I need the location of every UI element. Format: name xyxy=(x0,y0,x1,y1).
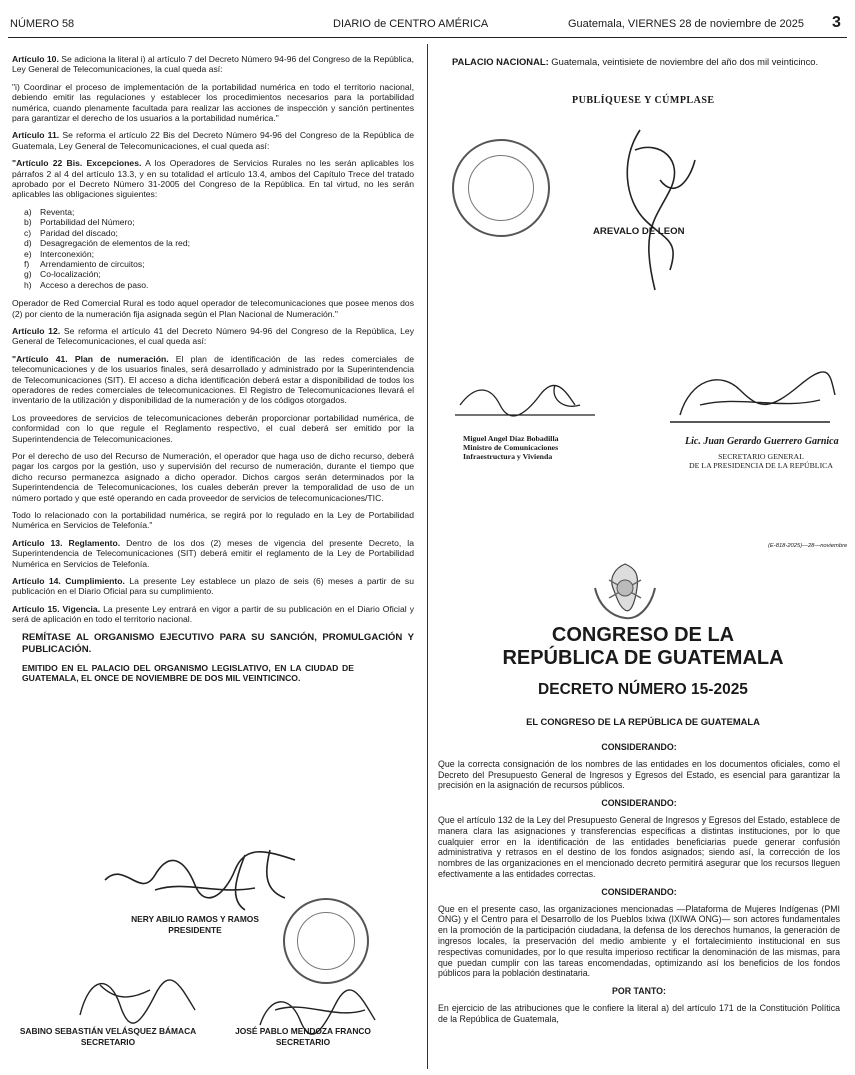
president-role: PRESIDENTE xyxy=(168,925,222,935)
article-12 xyxy=(12,326,414,347)
obligation-letter: e) xyxy=(24,248,32,259)
obligation-letter: b) xyxy=(24,217,32,228)
article-41-quote xyxy=(12,354,414,406)
header-divider xyxy=(8,37,847,38)
obligation-text: Desagregación de elementos de la red; xyxy=(40,238,191,249)
secretary-2-name: JOSÉ PABLO MENDOZA FRANCO xyxy=(235,1026,371,1036)
signature-secretary-general xyxy=(670,360,840,440)
secretary-1-name: SABINO SEBASTIÁN VELÁSQUEZ BÁMACA xyxy=(19,1026,197,1036)
article-14-head: Artículo 14. Cumplimiento. xyxy=(12,576,125,587)
article-12-head: Artículo 12. xyxy=(12,325,61,336)
obligation-text: Portabilidad del Número; xyxy=(40,217,135,228)
obligation-text: Acceso a derechos de paso. xyxy=(40,279,149,290)
minister-role-2: Infraestructura y Vivienda xyxy=(463,452,553,461)
signature-president-arevalo xyxy=(600,120,710,300)
article-22bis-end: Operador de Red Comercial Rural es todo aquel operador de telecomunicaciones que posee menos dos (2) por ciento de la numeración fija asignada según el Plan Nacional de Numeración." xyxy=(12,298,414,319)
signature-president xyxy=(95,840,315,920)
obligation-item xyxy=(24,269,414,279)
signature-secretary-1 xyxy=(60,965,210,1035)
presidency-seal-icon xyxy=(452,139,550,237)
congress-seal-icon xyxy=(283,898,369,984)
article-41-p3: Por el derecho de uso del Recurso de Numeración, el operador que haga uso de dicho recurso, deberá pagar los cargos por la gestión, uso y supervisión del recurso de numeración, durante el tiempo que dicho recurso permanezca asignado a dicho operador. Dichos cargos serán determinados por la Superintendencia de Telecomunicaciones, los cuales deberán prever la temporalidad de uso de un número portado y que esté operando en cada proveedor de servicios de telecomunicaciones/TIC. xyxy=(12,451,414,503)
considerando-3: Que en el presente caso, las organizaciones mencionadas —Plataforma de Mujeres Indígenas (PMI ONG) y el Centro para el Desarrollo de los Pueblos Ixiwa (IXIWA ONG)— son actores fundamentales en la promoción de la participación ciudadana, la defensa de los derechos humanos, la generación de ingresos locales, la preservación del medio ambiente y el fortalecimiento institucional en sus respectivas comunidades, por lo que resulta imperioso rectificar la denominación de las mismas, para que puedan cumplir con las tareas encomendadas, optimizando así los beneficios de los fondos públicos para la población destinataria. xyxy=(438,903,840,979)
obligation-letter: c) xyxy=(24,227,32,238)
article-22bis-quote xyxy=(12,158,414,200)
article-10-quote: "i) Coordinar el proceso de implementación de la portabilidad numérica en todo el territorio nacional, debiendo emitir las regulaciones y establecer los procedimientos necesarios para la portabilidad numérica, cuando plenamente facultada para realizar las acciones de inspección y sanción pertinentes para garantizar el derecho de los usuarios a la portabilidad numérica." xyxy=(12,81,414,124)
article-15-head: Artículo 15. Vigencia. xyxy=(12,603,101,614)
coat-of-arms-icon xyxy=(585,558,665,620)
article-41-head: "Artículo 41. Plan de numeración. xyxy=(12,353,169,364)
article-12-text: Se reforma el artículo 41 del Decreto Número 94-96 del Congreso de la República, Ley General de Telecomunicaciones, el cual queda así: xyxy=(12,325,414,347)
palacio-paragraph xyxy=(452,56,842,68)
article-11-head: Artículo 11. xyxy=(12,130,60,141)
obligation-item xyxy=(24,238,414,248)
article-22bis-head: "Artículo 22 Bis. Excepciones. xyxy=(12,158,142,169)
article-41-p2: Los proveedores de servicios de telecomunicaciones deberán proporcionar portabilidad numérica, de conformidad con lo que regule el Reglamento respectivo, el cual deberá ser emitido por la Superintendencia de Telecomunicaciones. xyxy=(12,412,414,444)
sec-general-role-2: DE LA PRESIDENCIA DE LA REPÚBLICA xyxy=(688,461,834,470)
sec-general-role-1: SECRETARIO GENERAL xyxy=(718,452,804,461)
article-11 xyxy=(12,130,414,151)
publication-reference: (E-818-2025)—28—noviembre xyxy=(768,543,848,549)
article-41-text: El plan de identificación de las redes comerciales de telecomunicaciones y de los usuarios finales, será desarrollado y administrado por la Superintendencia de Telecomunicaciones (SIT). El acceso a dicha identificación deberá estar a disponibilidad de todos los operadores de redes comerciales de telecomunicaciones. El Registro de Telecomunicaciones llevará el inventario de la utilización y disponibilidad de la numeración y de los códigos otorgados. xyxy=(12,353,414,406)
obligation-item xyxy=(24,280,414,290)
palacio-head: PALACIO NACIONAL: xyxy=(452,56,549,67)
president-name: NERY ABILIO RAMOS Y RAMOS xyxy=(131,914,259,924)
obligation-letter: h) xyxy=(24,279,32,290)
obligation-item xyxy=(24,217,414,227)
congress-title-line-1: CONGRESO DE LA xyxy=(551,624,735,646)
article-11-text: Se reforma el artículo 22 Bis del Decreto Número 94-96 del Congreso de la República de Guatemala, Ley General de Telecomunicaciones, el cual queda así: xyxy=(12,130,414,151)
article-22bis-text: A los Operadores de Servicios Rurales no les serán aplicables los párrafos 2 al 4 del artículo 13.3, y en su totalidad el artículo 13.4, ambos del Capítulo Trece del tratado aprobado por el Decreto Número 31-2005 del Congreso de la República. En tal virtud, no les serán aplicables las obligaciones siguientes: xyxy=(12,158,414,200)
issue-date: Guatemala, VIERNES 28 de noviembre de 2025 xyxy=(568,18,805,30)
article-14-text: La presente Ley establece un plazo de seis (6) meses a partir de su publicación en el Diario Oficial para su cumplimiento. xyxy=(12,576,414,597)
signature-minister xyxy=(455,375,605,430)
page-number: 3 xyxy=(832,14,841,31)
obligation-text: Arrendamiento de circuitos; xyxy=(40,258,145,269)
considerando-heading-1: CONSIDERANDO: xyxy=(601,742,677,752)
article-15 xyxy=(12,604,414,625)
remitase-text: REMÍTASE AL ORGANISMO EJECUTIVO PARA SU SANCIÓN, PROMULGACIÓN Y PUBLICACIÓN. xyxy=(22,631,414,655)
article-10-head: Artículo 10. xyxy=(12,54,59,64)
considerando-heading-2: CONSIDERANDO: xyxy=(601,798,677,809)
sec-general-block xyxy=(686,452,836,470)
emitido-text: EMITIDO EN EL PALACIO DEL ORGANISMO LEGISLATIVO, EN LA CIUDAD DE GUATEMALA, EL ONCE DE NOVIEMBRE DE DOS MIL VEINTICINCO. xyxy=(22,662,354,684)
considerando-heading-3: CONSIDERANDO: xyxy=(601,886,677,897)
minister-block xyxy=(463,434,559,461)
obligation-item xyxy=(24,249,414,259)
obligation-item xyxy=(24,207,414,217)
newspaper-name: DIARIO de CENTRO AMÉRICA xyxy=(333,18,489,30)
secretary-2-role: SECRETARIO xyxy=(275,1037,331,1047)
obligation-text: Paridad del discado; xyxy=(40,227,118,238)
considerandos xyxy=(438,738,840,1032)
por-tanto-heading: POR TANTO: xyxy=(612,986,666,997)
obligation-text: Co-localización; xyxy=(40,269,101,280)
article-13-head: Artículo 13. Reglamento. xyxy=(12,537,121,548)
obligation-text: Interconexión; xyxy=(40,248,94,259)
congress-title-line-2: REPÚBLICA DE GUATEMALA xyxy=(502,647,784,669)
obligation-letter: f) xyxy=(24,258,30,269)
palacio-text: Guatemala, veintisiete de noviembre del año dos mil veinticinco. xyxy=(548,56,819,67)
decree-number: DECRETO NÚMERO 15-2025 xyxy=(538,681,748,698)
minister-role-1: Ministro de Comunicaciones xyxy=(463,443,559,452)
obligation-item xyxy=(24,259,414,269)
obligations-list xyxy=(24,207,414,290)
article-13 xyxy=(12,538,414,569)
article-41-p4: Todo lo relacionado con la portabilidad numérica, se regirá por lo regulado en la Ley de Portabilidad Numérica en Servicios de Telefonía." xyxy=(12,510,414,531)
obligation-letter: d) xyxy=(24,238,32,249)
article-15-text: La presente Ley entrará en vigor a partir de su publicación en el Diario Oficial y será de aplicación en todo el territorio nacional. xyxy=(12,603,414,625)
issue-number: NÚMERO 58 xyxy=(10,18,75,30)
considerando-2: Que el artículo 132 de la Ley del Presupuesto General de Ingresos y Egresos del Estado, establece de manera clara las asignaciones y transferencias específicas a distintas instituciones, por lo que cualquier error en la identificación de las entidades beneficiarias puede generar confusión administrativa y retrasos en el destino de los fondos asignados; siendo así, la corrección de los nombres de las organizaciones en el mencionado decreto permitirá asegurar que los recursos lleguen efectivamente a las entidades correctas. xyxy=(438,814,840,879)
obligation-text: Reventa; xyxy=(40,206,75,217)
sec-general-name: Lic. Juan Gerardo Guerrero Garnica xyxy=(685,436,839,447)
article-10-text: Se adiciona la literal i) al artículo 7 del Decreto Número 94-96 del Congreso de la República, Ley General de Telecomunicaciones, la cual queda así: xyxy=(12,54,414,75)
article-14 xyxy=(12,576,414,597)
el-congreso-heading: EL CONGRESO DE LA REPÚBLICA DE GUATEMALA xyxy=(526,716,760,727)
column-divider xyxy=(427,44,428,1069)
por-tanto-text: En ejercicio de las atribuciones que le confiere la literal a) del artículo 171 de la Constitución Política de la República de Guatemala, xyxy=(438,1002,840,1024)
secretary-1-role: SECRETARIO xyxy=(80,1037,136,1047)
article-10 xyxy=(12,54,414,75)
publiquese-text: PUBLÍQUESE Y CÚMPLASE xyxy=(572,95,715,106)
article-13-text: Dentro de los dos (2) meses de vigencia del presente Decreto, la Superintendencia de Telecomunicaciones (SIT) deberá emitir el reglamento de la Ley de Portabilidad Numérica en Servicios de Telefonía. xyxy=(12,537,414,569)
obligation-letter: a) xyxy=(24,206,32,217)
arevalo-name: AREVALO DE LEON xyxy=(593,226,685,237)
left-column xyxy=(12,54,414,691)
minister-name: Miguel Angel Díaz Bobadilla xyxy=(463,434,559,443)
obligation-letter: g) xyxy=(24,269,32,280)
obligation-item xyxy=(24,228,414,238)
considerando-1: Que la correcta consignación de los nombres de las entidades en los documentos oficiales, como el Decreto del Presupuesto General de Ingresos y Egresos del Estado, es esencial para garantizar la precisión en la asignación de recursos públicos. xyxy=(438,758,840,791)
